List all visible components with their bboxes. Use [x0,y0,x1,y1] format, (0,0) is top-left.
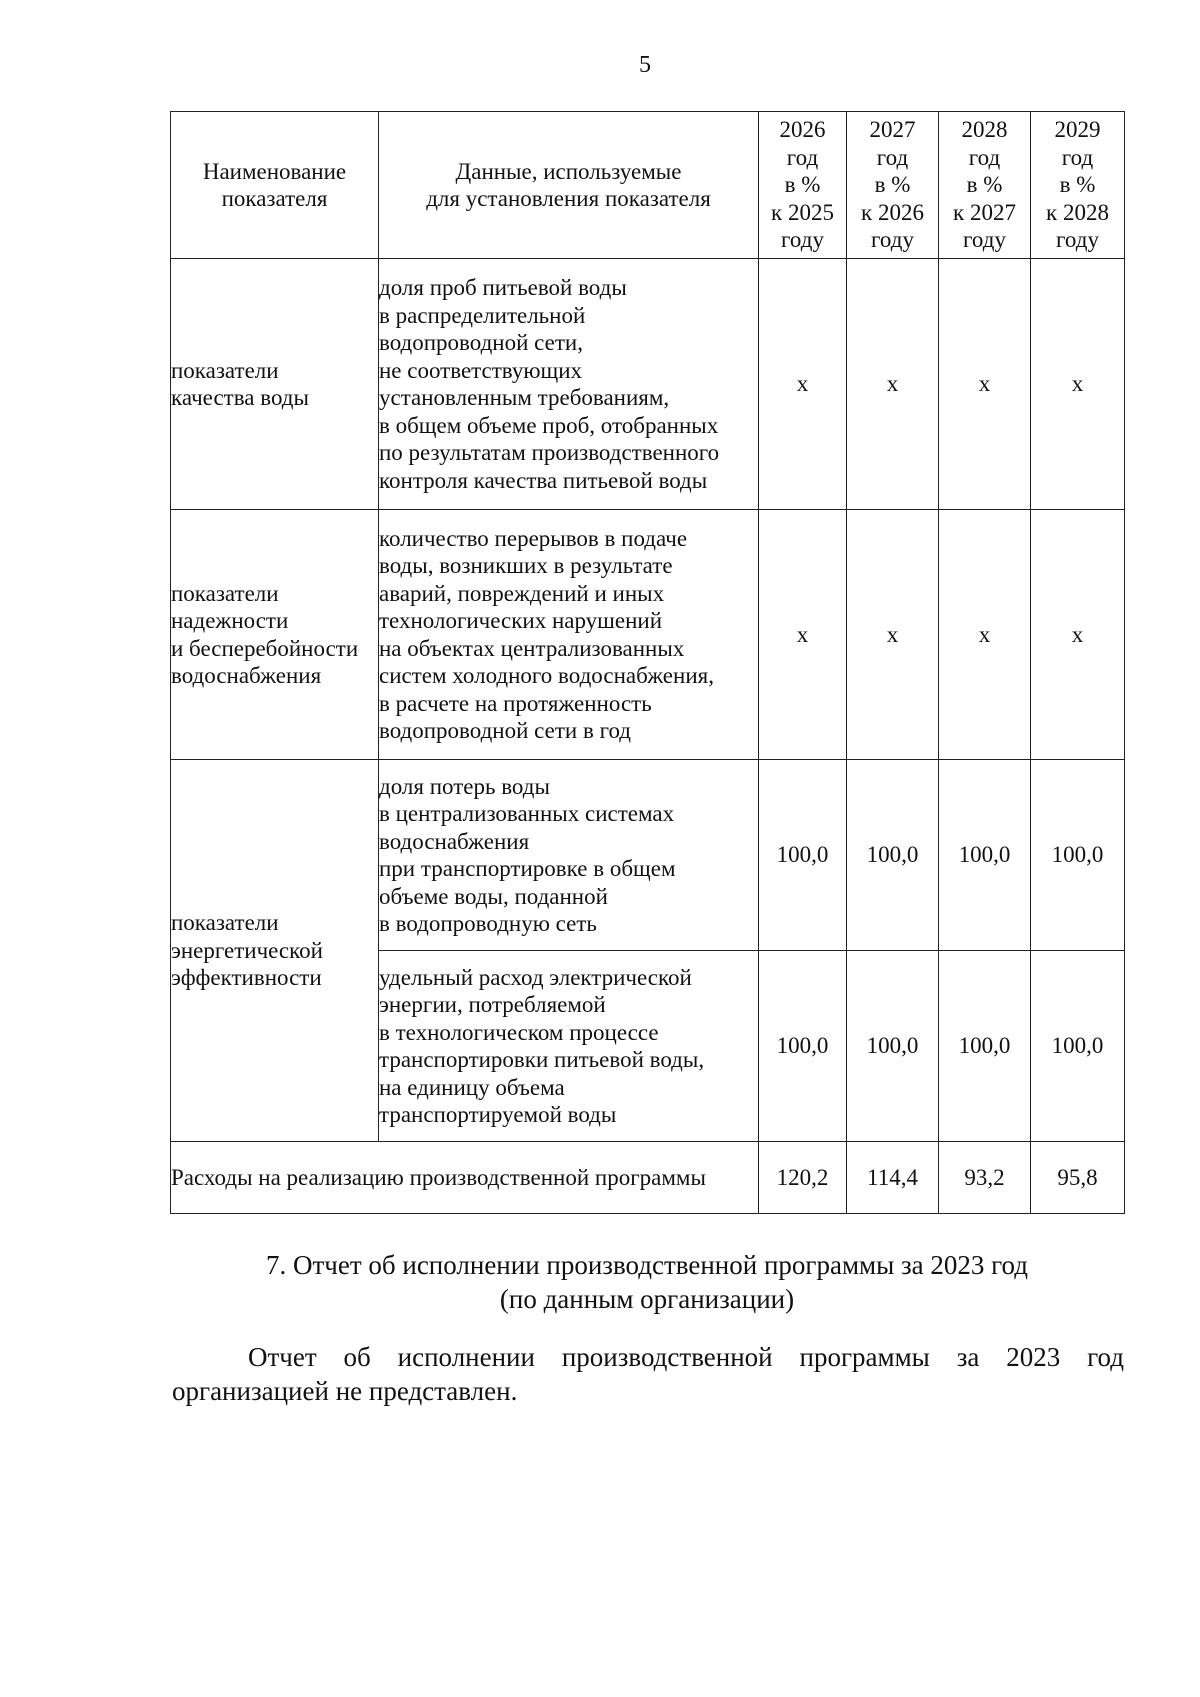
total-value-cell: 93,2 [939,1142,1031,1214]
indicator-name: показатели качества воды [171,259,379,510]
value-cell: 100,0 [1031,951,1125,1142]
value-cell: x [939,259,1031,510]
total-value-cell: 114,4 [847,1142,939,1214]
value-cell: x [1031,510,1125,760]
table-row [171,760,1125,951]
value-cell: x [759,510,847,760]
table-header-row [171,112,1125,259]
header-year-2027: 2027 год в % к 2026 году [847,112,939,259]
section-paragraph: Отчет об исполнении производственной программы за 2023 год организацией не представлен. [172,1342,1124,1406]
value-cell: 100,0 [847,951,939,1142]
section-heading [170,1248,1124,1316]
table-row [171,510,1125,760]
value-cell: 100,0 [939,760,1031,951]
header-year-2026: 2026 год в % к 2025 году [759,112,847,259]
total-label: Расходы на реализацию производственной программы [171,1142,759,1214]
page-number: 5 [639,52,651,78]
table-row [171,259,1125,510]
table-total-row [171,1142,1125,1214]
indicators-table [170,111,1125,1214]
value-cell: 100,0 [759,951,847,1142]
indicator-source-data: доля потерь воды в централизованных системах водоснабжения при транспортировке в общем объеме воды, поданной в водопроводную сеть [379,760,759,951]
indicator-name: показатели надежности и бесперебойности водоснабжения [171,510,379,760]
total-value-cell: 95,8 [1031,1142,1125,1214]
value-cell: x [939,510,1031,760]
value-cell: x [847,259,939,510]
total-value-cell: 120,2 [759,1142,847,1214]
value-cell: 100,0 [847,760,939,951]
header-year-2029: 2029 год в % к 2028 году [1031,112,1125,259]
header-indicator-name: Наименование показателя [171,112,379,259]
section-title-line-1: 7. Отчет об исполнении производственной программы за 2023 год [265,1250,1029,1280]
indicator-source-data: удельный расход электрической энергии, потребляемой в технологическом процессе транспортировки питьевой воды, на единицу объема транспортируемой воды [379,951,759,1142]
value-cell: 100,0 [1031,760,1125,951]
header-source-data: Данные, используемые для установления показателя [379,112,759,259]
header-year-2028: 2028 год в % к 2027 году [939,112,1031,259]
indicator-source-data: количество перерывов в подаче воды, возникших в результате аварий, повреждений и иных технологических нарушений на объектах централизованных систем холодного водоснабжения, в расчете на протяженность водопроводной сети в год [379,510,759,760]
value-cell: 100,0 [759,760,847,951]
indicator-source-data: доля проб питьевой воды в распределительной водопроводной сети, не соответствующих установленным требованиям, в общем объеме проб, отобранных по результатам производственного контроля качества питьевой воды [379,259,759,510]
value-cell: 100,0 [939,951,1031,1142]
section-title-line-2: (по данным организации) [499,1284,795,1314]
value-cell: x [759,259,847,510]
value-cell: x [847,510,939,760]
value-cell: x [1031,259,1125,510]
indicator-name: показатели энергетической эффективности [171,760,379,1142]
